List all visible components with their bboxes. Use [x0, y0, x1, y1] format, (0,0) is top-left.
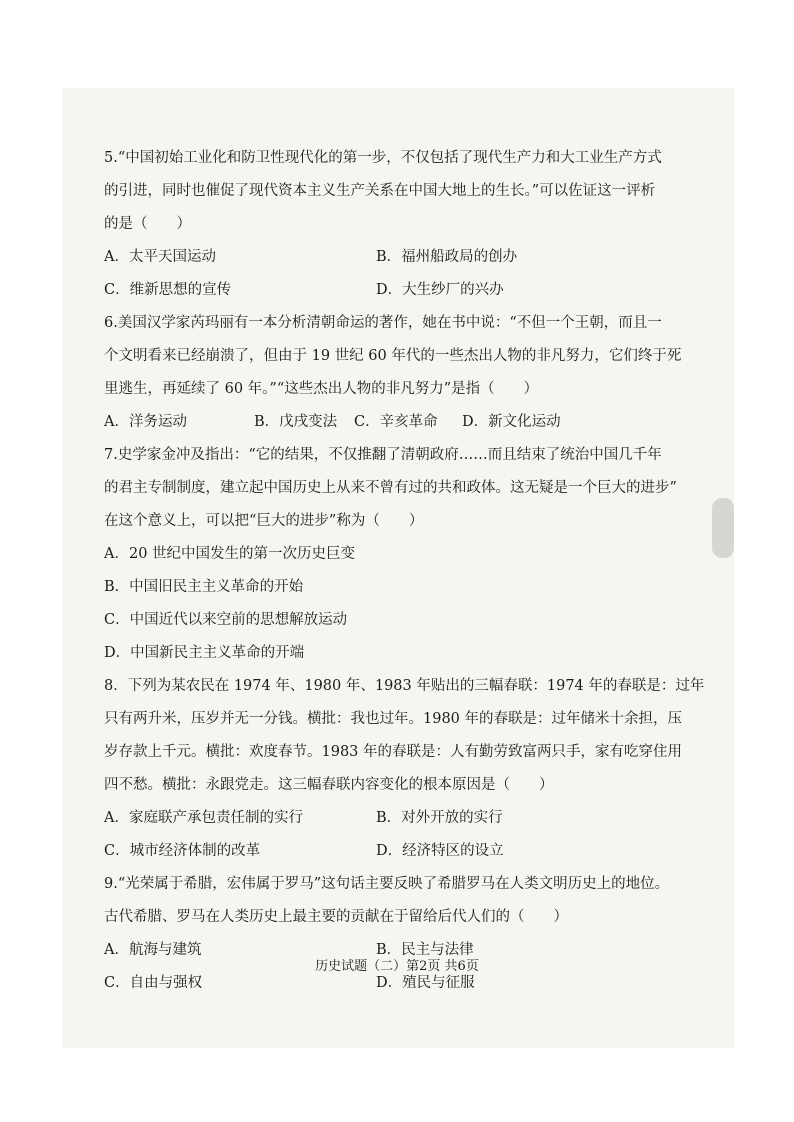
answer-option[interactable]: D．大生纱厂的兴办 [376, 282, 504, 298]
option-row [104, 571, 664, 604]
answer-option[interactable]: C．中国近代以来空前的思想解放运动 [104, 612, 348, 628]
answer-option[interactable]: A．航海与建筑 [104, 942, 202, 958]
option-row [104, 538, 664, 571]
answer-option[interactable]: A．太平天国运动 [104, 249, 216, 265]
question-stem-line: 8．下列为某农民在 1974 年、1980 年、1983 年贴出的三幅春联：1974 年的春联是：过年 [104, 678, 705, 694]
option-row [104, 802, 664, 835]
answer-option[interactable]: C．自由与强权 [104, 975, 203, 991]
answer-option[interactable]: D．新文化运动 [462, 414, 561, 430]
question-stem-line: 的君主专制制度，建立起中国历史上从来不曾有过的共和政体。这无疑是一个巨大的进步” [104, 480, 677, 496]
question-stem-line: 9.“光荣属于希腊，宏伟属于罗马”这句话主要反映了希腊罗马在人类文明历史上的地位。 [104, 876, 670, 892]
question-stem-line: 的引进，同时也催促了现代资本主义生产关系在中国大地上的生长。”可以佐证这一评析 [104, 183, 656, 199]
question-stem-line: 6.美国汉学家芮玛丽有一本分析清朝命运的著作，她在书中说：“不但一个王朝，而且一 [104, 315, 662, 331]
question-stem-line: 个文明看来已经崩溃了，但由于 19 世纪 60 年代的一些杰出人物的非凡努力，它们终于死 [104, 348, 682, 364]
answer-option[interactable]: D．殖民与征服 [376, 975, 475, 991]
question-stem-line: 5.“中国初始工业化和防卫性现代化的第一步，不仅包括了现代生产力和大工业生产方式 [104, 150, 662, 166]
question-stem-line: 四不愁。横批：永跟党走。这三幅春联内容变化的根本原因是（ ） [104, 777, 554, 793]
question-9 [104, 868, 670, 1000]
answer-option[interactable]: A．洋务运动 [104, 414, 187, 430]
question-6 [104, 307, 682, 439]
question-5 [104, 142, 664, 307]
exam-content [104, 142, 705, 1000]
question-stem-line: 只有两升米，压岁并无一分钱。横批：我也过年。1980 年的春联是：过年储米十余担，压 [104, 711, 683, 727]
option-row [104, 406, 664, 439]
option-row [104, 241, 664, 274]
question-stem-line: 在这个意义上，可以把“巨大的进步”称为（ ） [104, 513, 424, 529]
question-7 [104, 439, 677, 670]
answer-option[interactable]: B．福州船政局的创办 [376, 249, 518, 265]
answer-option[interactable]: C．辛亥革命 [354, 414, 438, 430]
question-stem-line: 里逃生，再延续了 60 年。”“这些杰出人物的非凡努力”是指（ ） [104, 381, 539, 397]
question-stem-line: 古代希腊、罗马在人类历史上最主要的贡献在于留给后代人们的（ ） [104, 909, 568, 925]
option-row [104, 604, 664, 637]
answer-option[interactable]: C．维新思想的宣传 [104, 282, 232, 298]
answer-option[interactable]: C．城市经济体制的改革 [104, 843, 261, 859]
question-stem-line: 7.史学家金冲及指出：“它的结果，不仅推翻了清朝政府……而且结束了统治中国几千年 [104, 447, 662, 463]
answer-option[interactable]: B．民主与法律 [376, 942, 474, 958]
question-stem-line: 岁存款上千元。横批：欢度春节。1983 年的春联是：人有勤劳致富两只手，家有吃穿住用 [104, 744, 683, 760]
answer-option[interactable]: A．20 世纪中国发生的第一次历史巨变 [104, 546, 356, 562]
answer-option[interactable]: D．经济特区的设立 [376, 843, 504, 859]
page-footer: 历史试题（二）第2页 共6页 [315, 959, 479, 974]
option-row [104, 835, 664, 868]
answer-option[interactable]: D．中国新民主主义革命的开端 [104, 645, 305, 661]
question-stem-line: 的是（ ） [104, 216, 191, 232]
answer-option[interactable]: B．中国旧民主主义革命的开始 [104, 579, 304, 595]
answer-option[interactable]: B．对外开放的实行 [376, 810, 503, 826]
option-row [104, 274, 664, 307]
question-8 [104, 670, 705, 868]
answer-option[interactable]: A．家庭联产承包责任制的实行 [104, 810, 303, 826]
option-row [104, 637, 664, 670]
answer-option[interactable]: B．戊戌变法 [254, 414, 338, 430]
